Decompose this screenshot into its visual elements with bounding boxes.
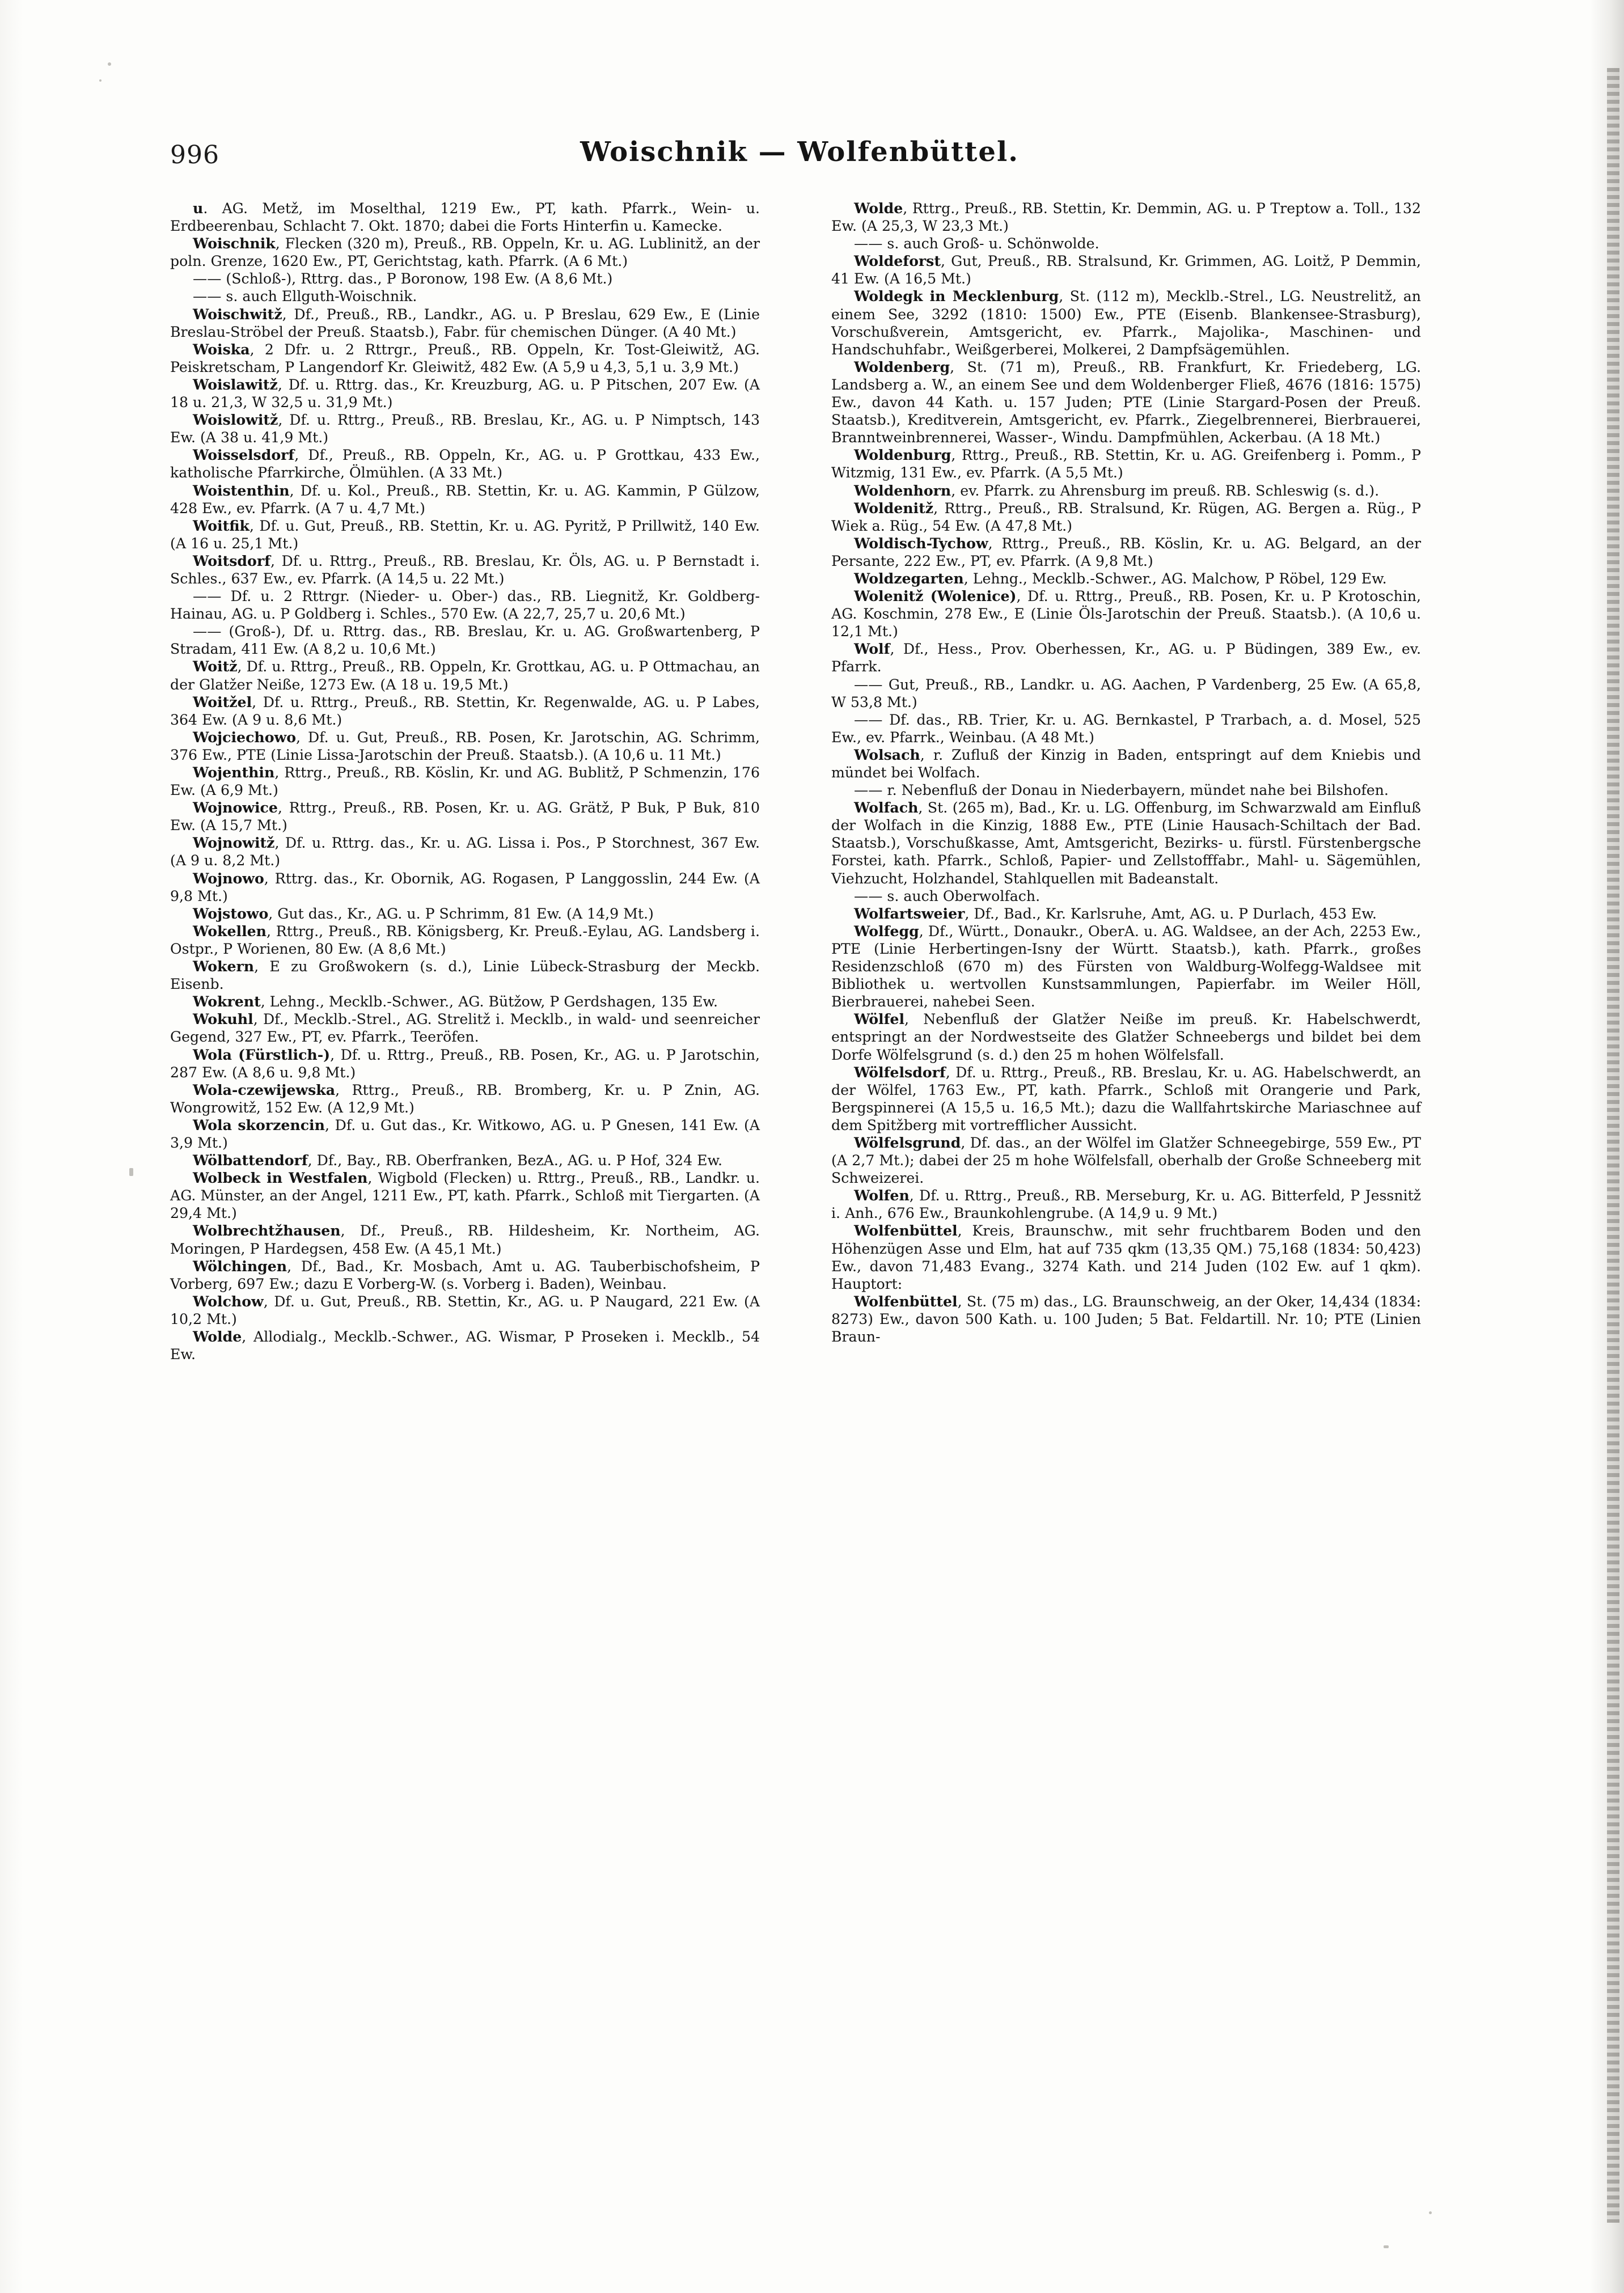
entry-text: , Rttrg. das., Kr. Obornik, AG. Rogasen, P Langgosslin, 244 Ew. (A 9,8 Mt.) xyxy=(170,870,760,904)
entry-text: , Df., Bad., Kr. Karlsruhe, Amt, AG. u. P Durlach, 453 Ew. xyxy=(965,905,1377,922)
entry-headword: Wojstowo xyxy=(193,904,269,922)
entry-dash: —— xyxy=(854,235,887,252)
entry-headword: Wolenitž (Wolenice) xyxy=(854,587,1017,605)
entry-text: , St. (71 m), Preuß., RB. Frankfurt, Kr. Friedeberg, LG. Landsberg a. W., an einem See und dem Woldenberger Fließ, 4676 (1816: 1575) Ew., davon 44 Kath. u. 157 Juden; PTE (Linie Stargard-Posen der Preuß. Staatsb.), Kreditverein, Amtsgericht, ev. Pfarrk., Ziegelbrennerei, Bierbrauerei, Branntweinbrennerei, Wasser-, Windu. Dampfmühlen, Ackerbau. (A 18 Mt.) xyxy=(831,358,1421,446)
dictionary-entry xyxy=(831,1010,1421,1063)
entry-headword: Wokern xyxy=(193,958,255,975)
entry-text: , Df. u. Gut, Preuß., RB. Stettin, Kr. u. AG. Pyritž, P Prillwitž, 140 Ew. (A 16 u. 25,1 Mt.) xyxy=(170,517,760,552)
dictionary-entry xyxy=(170,905,760,923)
entry-text: , Lehng., Mecklb.-Schwer., AG. Malchow, P Röbel, 129 Ew. xyxy=(963,570,1387,587)
entry-text: , Df., Württ., Donaukr., OberA. u. AG. Waldsee, an der Ach, 2253 Ew., PTE (Linie Herbertingen-Isny der Württ. Staatsb.), kath. Pfarrk., großes Residenzschloß (670 m) des Fürsten von Waldburg-Wolfegg-Waldsee mit Bibliothek u. wertvollen Kunstsammlungen, Papierfabr. im Weiler Höll, Bierbrauerei, nahebei Seen. xyxy=(831,923,1421,1010)
dictionary-entry xyxy=(170,1152,760,1169)
dictionary-entry xyxy=(831,500,1421,535)
entry-headword: Wölfelsdorf xyxy=(854,1063,946,1081)
dictionary-entry xyxy=(831,711,1421,746)
dictionary-entry xyxy=(170,306,760,341)
entry-dash: —— xyxy=(193,270,226,287)
entry-headword: Wojnowitž xyxy=(193,834,275,852)
entry-text: Df. u. 2 Rttrgr. (Nieder- u. Ober-) das., RB. Liegnitž, Kr. Goldberg-Hainau, AG. u. P Goldberg i. Schles., 570 Ew. (A 22,7, 25,7 u. 20,6 Mt.) xyxy=(170,588,760,623)
entry-text: , Rttrg., Preuß., RB. Posen, Kr. u. AG. Grätž, P Buk, P Buk, 810 Ew. (A 15,7 Mt.) xyxy=(170,799,760,834)
entry-headword: Woitsdorf xyxy=(193,552,270,569)
entry-headword: Wokellen xyxy=(193,922,267,940)
dictionary-entry xyxy=(170,693,760,729)
entry-headword: Wolde xyxy=(854,200,903,217)
dictionary-entry xyxy=(831,887,1421,905)
dictionary-entry xyxy=(831,1064,1421,1134)
scan-speck xyxy=(1429,2211,1432,2214)
dictionary-entry xyxy=(170,411,760,446)
entry-text: , Df. u. Gut, Preuß., RB. Posen, Kr. Jarotschin, AG. Schrimm, 376 Ew., PTE (Linie Lissa-Jarotschin der Preuß. Staatsb.). (A 10,6 u. 11 Mt.) xyxy=(170,729,760,763)
entry-headword: Wölfel xyxy=(854,1010,905,1028)
dictionary-entry xyxy=(170,376,760,411)
entry-headword: Wojciechowo xyxy=(193,728,297,746)
entry-headword: Woisselsdorf xyxy=(193,446,295,464)
dictionary-entry xyxy=(170,923,760,958)
entry-headword: Wolfenbüttel xyxy=(854,1222,958,1239)
entry-headword: Wolfen xyxy=(854,1187,910,1204)
page-number: 996 xyxy=(170,141,219,170)
entry-text: , Df., Mecklb.-Strel., AG. Strelitž i. Mecklb., in wald- und seenreicher Gegend, 327 Ew., PT, ev. Pfarrk., Teeröfen. xyxy=(170,1011,760,1046)
entry-text: , Df. u. Rttrg., Preuß., RB. Breslau, Kr., AG. u. P Nimptsch, 143 Ew. (A 38 u. 41,9 Mt.) xyxy=(170,412,760,446)
dictionary-entry xyxy=(170,1081,760,1116)
entry-text: , Rttrg., Preuß., RB. Bromberg, Kr. u. P Znin, AG. Wongrowitž, 152 Ew. (A 12,9 Mt.) xyxy=(170,1081,760,1116)
entry-headword: Woistenthin xyxy=(193,481,290,499)
entry-headword: u xyxy=(193,200,204,217)
entry-text: , Gut das., Kr., AG. u. P Schrimm, 81 Ew. (A 14,9 Mt.) xyxy=(268,905,654,922)
dictionary-entry xyxy=(831,287,1421,358)
dictionary-entry xyxy=(831,676,1421,711)
entry-text: , E zu Großwokern (s. d.), Linie Lübeck-Strasburg der Meckb. Eisenb. xyxy=(170,958,760,993)
scan-edge-right xyxy=(1590,0,1624,2293)
entry-headword: Wola-czewijewska xyxy=(193,1081,336,1098)
entry-text: , ev. Pfarrk. zu Ahrensburg im preuß. RB. Schleswig (s. d.). xyxy=(951,482,1380,499)
dictionary-entry xyxy=(170,764,760,799)
dictionary-entry xyxy=(170,235,760,270)
dictionary-entry xyxy=(170,517,760,552)
entry-text: , Df., Preuß., RB., Landkr., AG. u. P Breslau, 629 Ew., E (Linie Breslau-Ströbel der Preuß. Staatsb.), Fabr. für chemischen Dünger. (A 40 Mt.) xyxy=(170,306,760,340)
entry-headword: Woldenitž xyxy=(854,499,934,517)
dictionary-entry xyxy=(831,252,1421,287)
entry-headword: Woldenberg xyxy=(854,358,950,375)
dictionary-entry xyxy=(831,640,1421,675)
entry-headword: Woldisch-Tychow xyxy=(854,534,988,552)
binding-band xyxy=(1607,68,1619,2223)
dictionary-entry xyxy=(831,358,1421,446)
dictionary-entry xyxy=(170,287,760,305)
dictionary-entry xyxy=(170,1293,760,1328)
entry-text: r. Nebenfluß der Donau in Niederbayern, mündet nahe bei Bilshofen. xyxy=(887,782,1389,799)
entry-text: , Df. u. Rttrg., Preuß., RB. Breslau, Kr. Öls, AG. u. P Bernstadt i. Schles., 637 Ew., ev. Pfarrk. (A 14,5 u. 22 Mt.) xyxy=(170,552,760,587)
dictionary-entry xyxy=(831,923,1421,1010)
dictionary-entry xyxy=(170,552,760,587)
entry-headword: Wolbeck in Westfalen xyxy=(193,1169,368,1187)
page-header xyxy=(170,136,1429,172)
entry-text: , Df., Preuß., RB. Oppeln, Kr., AG. u. P Grottkau, 433 Ew., katholische Pfarrkirche, Ölmühlen. (A 33 Mt.) xyxy=(170,447,760,481)
entry-text: , Df. u. Rttrg. das., Kr. u. AG. Lissa i. Pos., P Storchnest, 367 Ew. (A 9 u. 8,2 Mt.) xyxy=(170,835,760,869)
entry-headword: Wokuhl xyxy=(193,1010,253,1028)
entry-headword: Wölbattendorf xyxy=(193,1152,308,1169)
entry-text: , Df. u. Rttrg., Preuß., RB. Oppeln, Kr. Grottkau, AG. u. P Ottmachau, an der Glatžer Neiße, 1273 Ew. (A 18 u. 19,5 Mt.) xyxy=(170,658,760,693)
dictionary-entry xyxy=(831,905,1421,923)
entry-headword: Woischnik xyxy=(193,235,276,252)
dictionary-entry xyxy=(831,535,1421,570)
entry-dash: —— xyxy=(193,288,226,305)
entry-text: , Df. u. Gut, Preuß., RB. Stettin, Kr., AG. u. P Naugard, 221 Ew. (A 10,2 Mt.) xyxy=(170,1293,760,1327)
entry-text: , Flecken (320 m), Preuß., RB. Oppeln, Kr. u. AG. Lublinitž, an der poln. Grenze, 1620 Ew., PT, Gerichtstag, kath. Pfarrk. (A 6 Mt.) xyxy=(170,235,760,270)
entry-dash: —— xyxy=(854,711,890,728)
entry-dash: —— xyxy=(193,588,231,605)
dictionary-entry xyxy=(170,341,760,376)
entry-headword: Wolfegg xyxy=(854,922,919,940)
entry-headword: Wolbrechtžhausen xyxy=(193,1222,341,1239)
entry-text: , 2 Dfr. u. 2 Rttrgr., Preuß., RB. Oppeln, Kr. Tost-Gleiwitž, AG. Peiskretscham, P Langendorf Kr. Gleiwitž, 482 Ew. (A 5,9 u 4,3, 5,1 u. 3,9 Mt.) xyxy=(170,341,760,375)
dictionary-entry xyxy=(170,200,760,235)
entry-headword: Woischwitž xyxy=(193,305,282,323)
dictionary-entry xyxy=(170,658,760,693)
entry-headword: Wolf xyxy=(854,640,890,658)
entry-text: , Df. u. Kol., Preuß., RB. Stettin, Kr. u. AG. Kammin, P Gülzow, 428 Ew., ev. Pfarrk. (A 7 u. 4,7 Mt.) xyxy=(170,482,760,517)
entry-dash: —— xyxy=(854,782,887,799)
entry-text: , St. (112 m), Mecklb.-Strel., LG. Neustrelitž, an einem See, 3292 (1810: 1500) Ew., PTE (Eisenb. Blankensee-Strasburg), Vorschußverein, Amtsgericht, ev. Pfarrk., Majolika-, Maschinen- und Handschuhfabr., Weißgerberei, Molkerei, 2 Dampfsägemühlen. xyxy=(831,288,1422,358)
scan-edge-left xyxy=(0,0,23,2293)
dictionary-entry xyxy=(170,834,760,869)
entry-text: , r. Zufluß der Kinzig in Baden, entspringt auf dem Kniebis und mündet bei Wolfach. xyxy=(831,746,1421,781)
entry-headword: Wolfach xyxy=(854,799,919,816)
entry-text: , Rttrg., Preuß., RB. Stralsund, Kr. Rügen, AG. Bergen a. Rüg., P Wiek a. Rüg., 54 Ew. (A 47,8 Mt.) xyxy=(831,500,1421,534)
entry-text: , Rttrg., Preuß., RB. Königsberg, Kr. Preuß.-Eylau, AG. Landsberg i. Ostpr., P Worienen, 80 Ew. (A 8,6 Mt.) xyxy=(170,923,760,957)
dictionary-entry xyxy=(831,1187,1421,1222)
entry-dash: —— xyxy=(854,676,889,693)
entry-text: Df. das., RB. Trier, Kr. u. AG. Bernkastel, P Trarbach, a. d. Mosel, 525 Ew., ev. Pfarrk., Weinbau. (A 48 Mt.) xyxy=(831,711,1421,746)
entry-headword: Woldenburg xyxy=(854,446,951,464)
entry-text: , Df. u. Rttrg., Preuß., RB. Posen, Kr. u. P Krotoschin, AG. Koschmin, 278 Ew., E (Linie Öls-Jarotschin der Preuß. Staatsb.). (A 10,6 u. 12,1 Mt.) xyxy=(831,588,1421,640)
entry-dash: —— xyxy=(193,623,229,640)
entry-text: , Df. u. Rttrg., Preuß., RB. Merseburg, Kr. u. AG. Bitterfeld, P Jessnitž i. Anh., 676 Ew., Braunkohlengrube. (A 14,9 u. 9 Mt.) xyxy=(831,1187,1421,1222)
column-right xyxy=(831,200,1421,1346)
dictionary-entry xyxy=(170,623,760,658)
entry-text: , Df. das., an der Wölfel im Glatžer Schneegebirge, 559 Ew., PT (A 2,7 Mt.); dabei der 25 m hohe Wölfelsfall, oberhalb der Große Schneeberg mit Schweizerei. xyxy=(831,1134,1421,1187)
entry-text: (Schloß-), Rttrg. das., P Boronow, 198 Ew. (A 8,6 Mt.) xyxy=(226,270,613,287)
dictionary-entry xyxy=(831,1222,1421,1292)
entry-headword: Woldegk in Mecklenburg xyxy=(854,287,1059,305)
entry-headword: Wolsach xyxy=(854,746,920,763)
entry-headword: Wölchingen xyxy=(193,1257,287,1275)
entry-text: , St. (75 m) das., LG. Braunschweig, an der Oker, 14,434 (1834: 8273) Ew., davon 500 Kath. u. 100 Juden; 5 Bat. Feldartill. Nr. 10; PTE (Linien Braun- xyxy=(831,1293,1421,1345)
dictionary-entry xyxy=(170,958,760,993)
dictionary-entry xyxy=(831,1134,1421,1187)
entry-text: , Rttrg., Preuß., RB. Köslin, Kr. und AG. Bublitž, P Schmenzin, 176 Ew. (A 6,9 Mt.) xyxy=(170,764,760,799)
dictionary-entry xyxy=(170,1328,760,1363)
entry-text: Gut, Preuß., RB., Landkr. u. AG. Aachen, P Vardenberg, 25 Ew. (A 65,8, W 53,8 Mt.) xyxy=(831,676,1421,710)
entry-headword: Woitžel xyxy=(193,693,252,710)
entry-text: s. auch Oberwolfach. xyxy=(887,887,1041,904)
dictionary-entry xyxy=(831,587,1421,640)
dictionary-entry xyxy=(831,781,1421,799)
entry-text: (Groß-), Df. u. Rttrg. das., RB. Breslau, Kr. u. AG. Großwartenberg, P Stradam, 411 Ew. (A 8,2 u. 10,6 Mt.) xyxy=(170,623,760,658)
dictionary-entry xyxy=(831,570,1421,587)
entry-text: , Df. u. Rttrg., Preuß., RB. Stettin, Kr. Regenwalde, AG. u. P Labes, 364 Ew. (A 9 u. 8,6 Mt.) xyxy=(170,693,760,728)
dictionary-entry xyxy=(170,729,760,764)
entry-text: , Df., Hess., Prov. Oberhessen, Kr., AG. u. P Büdingen, 389 Ew., ev. Pfarrk. xyxy=(831,641,1421,675)
entry-text: , Allodialg., Mecklb.-Schwer., AG. Wismar, P Proseken i. Mecklb., 54 Ew. xyxy=(170,1329,760,1363)
entry-headword: Woislawitž xyxy=(193,375,278,393)
dictionary-entry xyxy=(831,235,1421,252)
dictionary-entry xyxy=(170,1010,760,1046)
entry-headword: Woitž xyxy=(193,658,238,675)
entry-headword: Wölfelsgrund xyxy=(854,1133,961,1151)
dictionary-entry xyxy=(170,1222,760,1257)
entry-text: , Df., Preuß., RB. Hildesheim, Kr. Northeim, AG. Moringen, P Hardegsen, 458 Ew. (A 45,1 Mt.) xyxy=(170,1222,760,1257)
dictionary-entry xyxy=(170,446,760,481)
entry-text: , Rttrg., Preuß., RB. Stettin, Kr. u. AG. Greifenberg i. Pomm., P Witzmig, 131 Ew., ev. Pfarrk. (A 5,5 Mt.) xyxy=(831,447,1421,481)
dictionary-entry xyxy=(170,993,760,1010)
dictionary-entry xyxy=(170,270,760,287)
dictionary-entry xyxy=(831,482,1421,500)
entry-text: , Df., Bad., Kr. Mosbach, Amt u. AG. Tauberbischofsheim, P Vorberg, 697 Ew.; dazu E Vorberg-W. (s. Vorberg i. Baden), Weinbau. xyxy=(170,1258,760,1292)
dictionary-entry xyxy=(170,1116,760,1152)
scan-speck xyxy=(99,79,102,82)
dictionary-entry xyxy=(831,200,1421,235)
entry-headword: Wolfenbüttel xyxy=(854,1292,958,1310)
dictionary-entry xyxy=(170,799,760,834)
entry-headword: Woiska xyxy=(193,340,250,358)
entry-text: , Gut, Preuß., RB. Stralsund, Kr. Grimmen, AG. Loitž, P Demmin, 41 Ew. (A 16,5 Mt.) xyxy=(831,253,1421,287)
scan-speck xyxy=(1384,2245,1389,2248)
entry-headword: Wokrent xyxy=(193,993,261,1010)
dictionary-entry xyxy=(170,1169,760,1222)
dictionary-entry xyxy=(831,799,1421,887)
entry-text: , Wigbold (Flecken) u. Rttrg., Preuß., RB., Landkr. u. AG. Münster, an der Angel, 1211 Ew., PT, kath. Pfarrk., Schloß mit Tiergarten. (A 29,4 Mt.) xyxy=(170,1170,760,1222)
column-left xyxy=(170,200,760,1363)
entry-text: , Df., Bay., RB. Oberfranken, BezA., AG. u. P Hof, 324 Ew. xyxy=(307,1152,723,1169)
entry-text: , Df. u. Rttrg., Preuß., RB. Breslau, Kr. u. AG. Habelschwerdt, an der Wölfel, 1763 Ew., PT, kath. Pfarrk., Schloß mit Orangerie und Park, Bergspinnerei (A 15,5 u. 16,5 Mt.); dazu die Wallfahrtskirche Mariaschnee auf dem Spitžberg mit vortrefflicher Aussicht. xyxy=(831,1064,1421,1133)
dictionary-entry xyxy=(831,446,1421,481)
entry-text: , Nebenfluß der Glatžer Neiße im preuß. Kr. Habelschwerdt, entspringt an der Nordwestseite des Glatžer Schneebergs und bildet bei dem Dorfe Wölfelsgrund (s. d.) den 25 m hohen Wölfelsfall. xyxy=(831,1011,1421,1063)
entry-text: , Df. u. Rttrg., Preuß., RB. Posen, Kr., AG. u. P Jarotschin, 287 Ew. (A 8,6 u. 9,8 Mt.) xyxy=(170,1046,760,1081)
scan-speck xyxy=(129,1168,133,1176)
entry-text: . AG. Metž, im Moselthal, 1219 Ew., PT, kath. Pfarrk., Wein- u. Erdbeerenbau, Schlacht 7. Okt. 1870; dabei die Forts Hinterfin u. Kamecke. xyxy=(170,200,760,235)
entry-headword: Wojenthin xyxy=(193,764,275,781)
dictionary-entry xyxy=(831,1293,1421,1346)
entry-headword: Woitfik xyxy=(193,517,249,534)
entry-text: , Rttrg., Preuß., RB. Köslin, Kr. u. AG. Belgard, an der Persante, 222 Ew., PT, ev. Pfarrk. (A 9,8 Mt.) xyxy=(831,535,1421,569)
entry-text: , Rttrg., Preuß., RB. Stettin, Kr. Demmin, AG. u. P Treptow a. Toll., 132 Ew. (A 25,3, W 23,3 Mt.) xyxy=(831,200,1421,235)
entry-text: , Df. u. Gut das., Kr. Witkowo, AG. u. P Gnesen, 141 Ew. (A 3,9 Mt.) xyxy=(170,1116,760,1151)
entry-headword: Wolfartsweier xyxy=(854,904,965,922)
dictionary-entry xyxy=(170,870,760,905)
entry-headword: Woldeforst xyxy=(854,252,941,270)
entry-headword: Wola (Fürstlich-) xyxy=(193,1046,331,1063)
entry-headword: Wola skorzencin xyxy=(193,1116,325,1133)
entry-text: , Df. u. Rttrg. das., Kr. Kreuzburg, AG. u. P Pitschen, 207 Ew. (A 18 u. 21,3, W 32,5 u. 31,9 Mt.) xyxy=(170,376,760,411)
dictionary-entry xyxy=(170,482,760,517)
entry-headword: Woldzegarten xyxy=(854,569,964,587)
entry-headword: Wojnowice xyxy=(193,799,278,816)
entry-text: s. auch Ellguth-Woischnik. xyxy=(226,288,417,305)
scan-speck xyxy=(108,62,111,66)
entry-headword: Wolde xyxy=(193,1328,242,1345)
entry-text: , St. (265 m), Bad., Kr. u. LG. Offenburg, im Schwarzwald am Einfluß der Wolfach in die Kinzig, 1888 Ew., PTE (Linie Hausach-Schiltach der Bad. Staatsb.), Vorschußkasse, Amt, Amtsgericht, Bezirks- u. fürstl. Fürstenbergsche Forstei, kath. Pfarrk., Schloß, Papier- und Zellstofffabr., Mahl- u. Sägemühlen, Viehzucht, Holzhandel, Stahlquellen mit Badeanstalt. xyxy=(831,799,1421,887)
entry-headword: Woislowitž xyxy=(193,411,278,429)
running-title: Woischnik — Wolfenbüttel. xyxy=(580,136,1019,168)
entry-dash: —— xyxy=(854,887,887,904)
dictionary-entry xyxy=(170,587,760,623)
entry-text: , Kreis, Braunschw., mit sehr fruchtbarem Boden und den Höhenzügen Asse und Elm, hat auf 735 qkm (13,35 QM.) 75,168 (1834: 50,423) Ew., davon 71,483 Evang., 3274 Kath. und 214 Juden (102 Ew. auf 1 qkm). Hauptort: xyxy=(831,1222,1421,1292)
entry-headword: Woldenhorn xyxy=(854,481,951,499)
dictionary-entry xyxy=(170,1258,760,1293)
entry-text: s. auch Groß- u. Schönwolde. xyxy=(887,235,1099,252)
entry-text: , Lehng., Mecklb.-Schwer., AG. Bütžow, P Gerdshagen, 135 Ew. xyxy=(260,993,718,1010)
entry-headword: Wojnowo xyxy=(193,869,264,887)
dictionary-entry xyxy=(170,1046,760,1081)
entry-headword: Wolchow xyxy=(193,1292,264,1310)
dictionary-entry xyxy=(831,746,1421,781)
